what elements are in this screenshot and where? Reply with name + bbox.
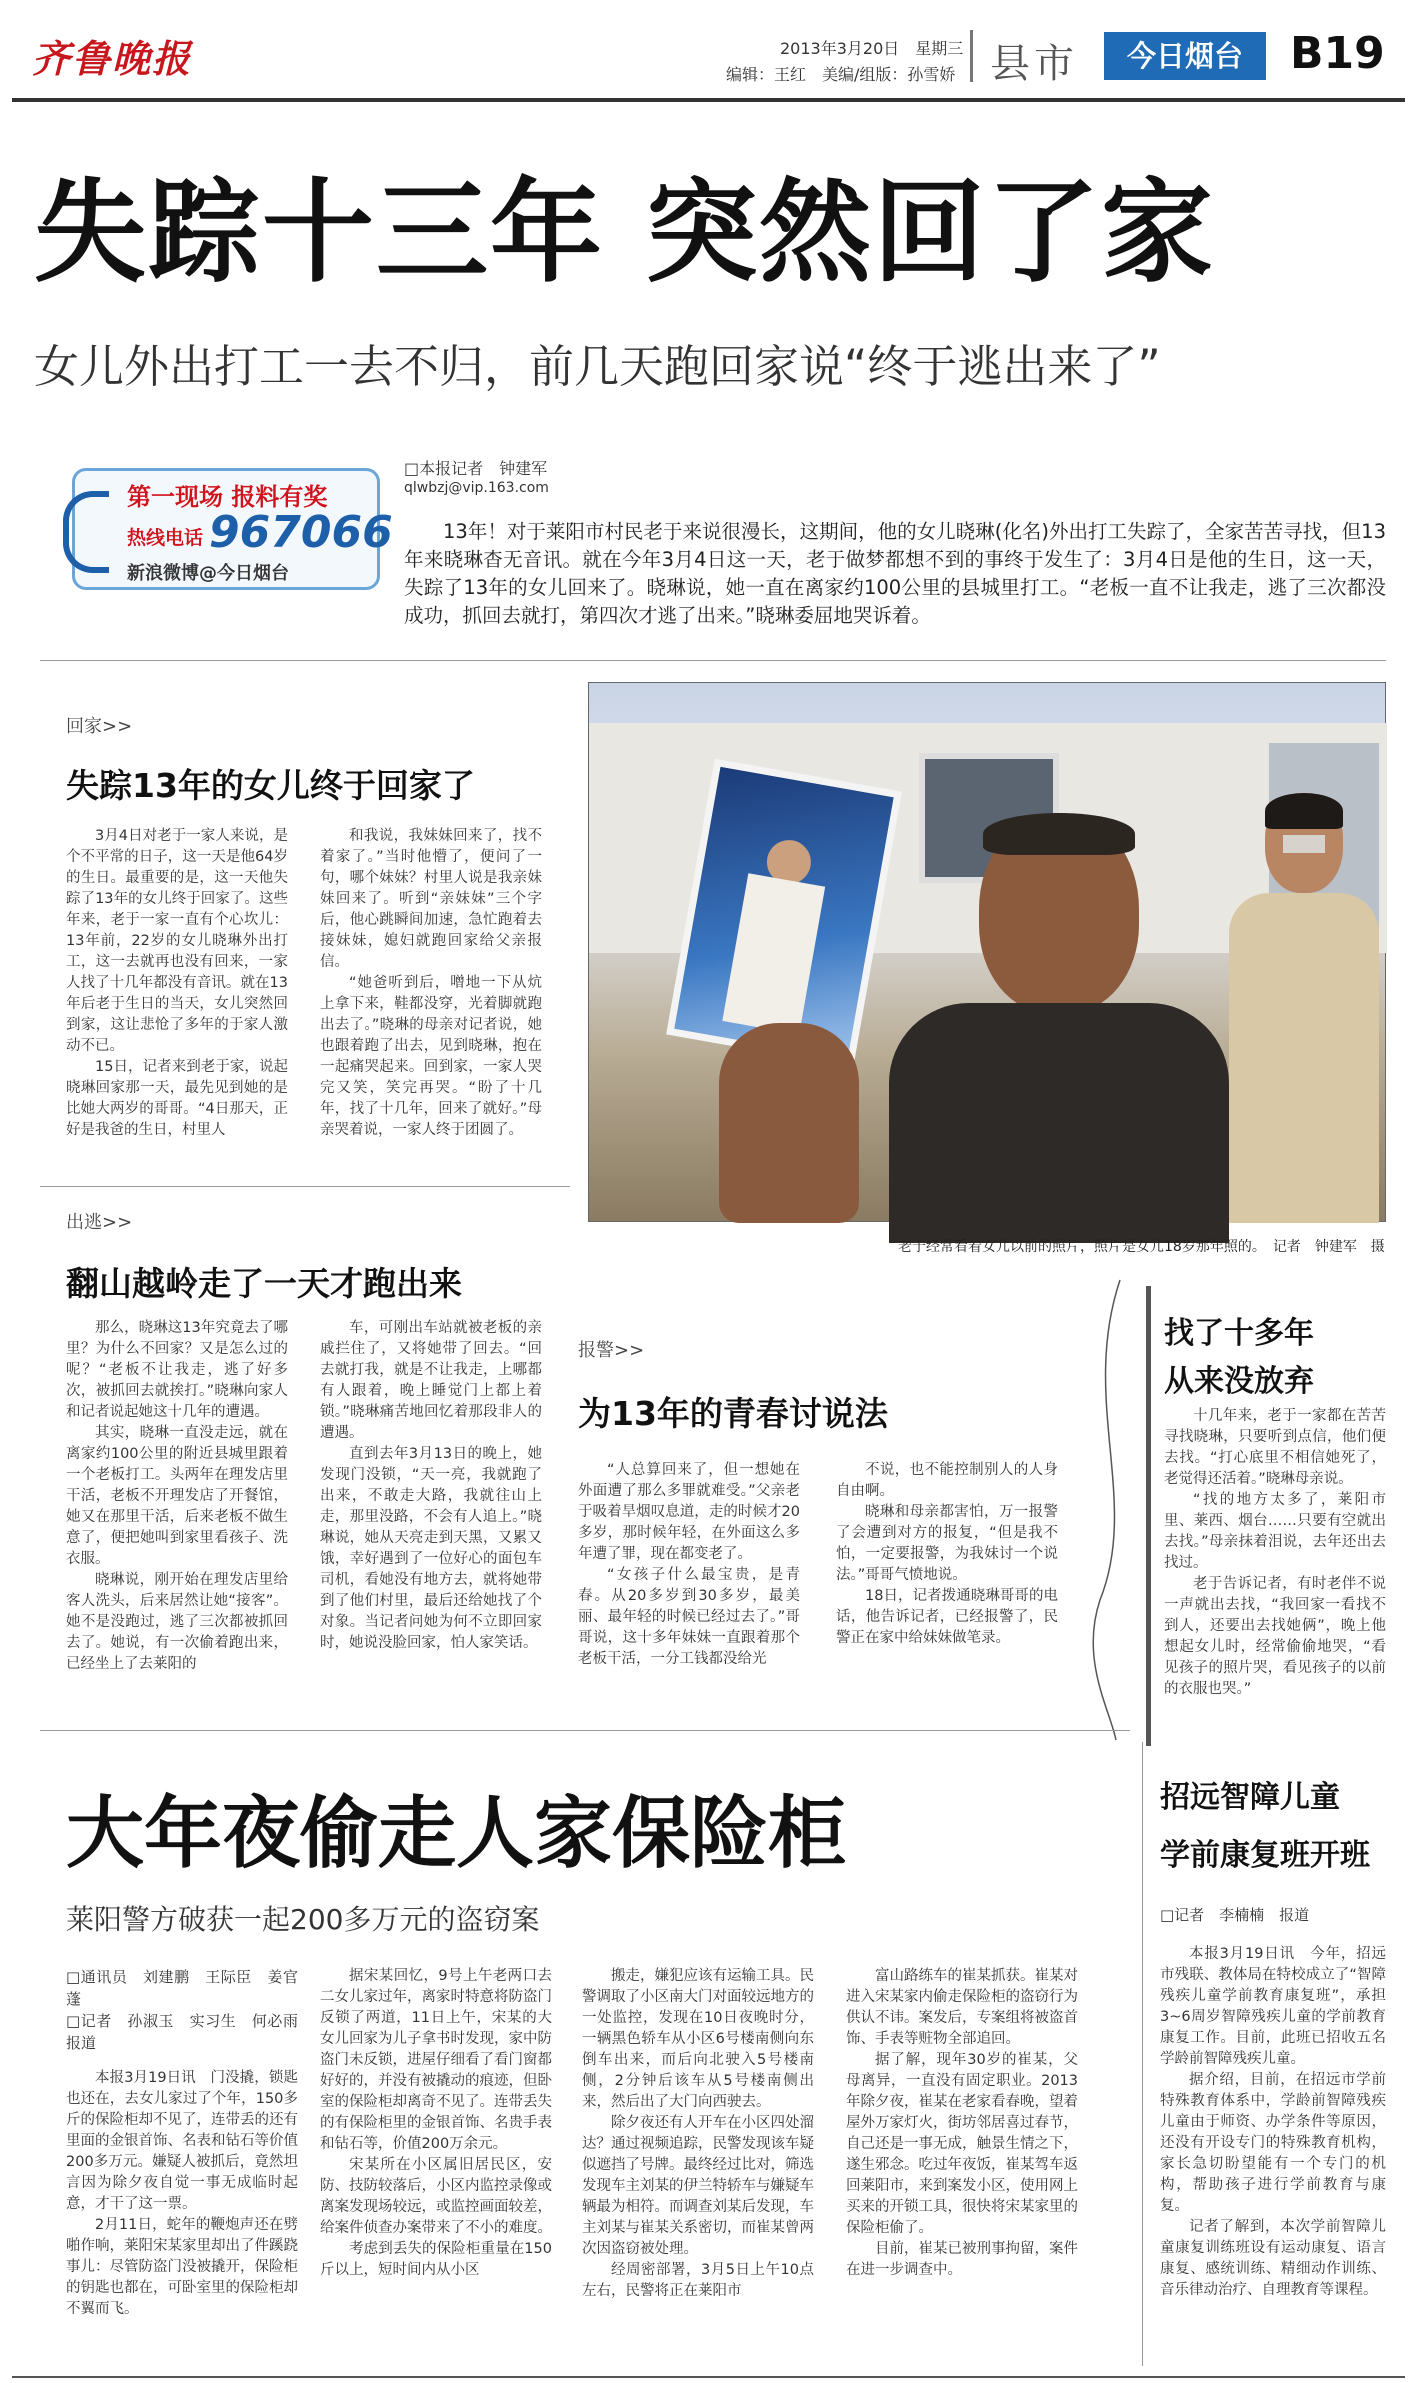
story2-col4: 富山路练车的崔某抓获。崔某对进入宋某家内偷走保险柜的盗窃行为供认不讳。案发后，专案组将被盗首饰、手表等赃物全部追回。 据了解，现年30岁的崔某，父母离异，一直没有固定职业。2013年除夕夜，崔某在老家看春晚，望着屋外万家灯火，街坊邻居喜过春节，自己还是一事无成，触景生情之下，遂生邪念。吃过年夜饭，崔某驾车返回莱阳市，来到案发小区，使用网上买来的开锁工具，很快将宋某家里的保险柜偷了。 目前，崔某已被刑事拘留，案件在进一步调查中。 xyxy=(846,1968,1078,2278)
hotline-label: 热线电话 xyxy=(127,527,204,549)
story2-headline: 大年夜偷走人家保险柜 xyxy=(66,1789,847,1879)
story3-title-1: 招远智障儿童 xyxy=(1160,1780,1340,1815)
subhead-home: 失踪13年的女儿终于回家了 xyxy=(66,766,475,805)
story3-left-rule xyxy=(1142,1742,1143,2366)
news-photo xyxy=(588,682,1386,1222)
sec3-col2: 不说，也不能控制别人的人身自由啊。 晓琳和母亲都害怕，万一报警了会遭到对方的报复，“但是我不怕，一定要报警，为我妹讨一个说法。”哥哥气愤地说。 18日，记者拨通晓琳哥哥的电话，他告诉记者，已经报警了，民警正在家中给妹妹做笔录。 xyxy=(836,1462,1058,1646)
kicker-escape: 出逃>> xyxy=(66,1212,133,1233)
phone-icon xyxy=(63,491,109,573)
story2-byline: □通讯员 刘建鹏 王际臣 姜官蓬 □记者 孙淑玉 实习生 何必雨 报道 xyxy=(66,1968,314,2052)
story2-col2: 据宋某回忆，9号上午老两口去二女儿家过年，离家时特意将防盗门反锁了两道，11日上午，宋某的大女儿回家为儿子拿书时发现，家中防盗门未反锁，进屋仔细看了看门窗都好好的，并没有被撬动的痕迹，但卧室的保险柜却离奇不见了。连带丢失的有保险柜里的金银首饰、名贵手表和钻石等，价值200万余元。 宋某所在小区属旧居民区，安防、技防较落后，小区内监控录像或离案发现场较远，或监控画面较差，给案件侦查办案带来了不小的难度。 考虑到丢失的保险柜重量在150斤以上，短时间内从小区 xyxy=(320,1968,552,2278)
sec1-rule xyxy=(40,1186,570,1187)
section-badge: 今日烟台 xyxy=(1104,32,1266,80)
main-headline: 失踪十三年 突然回了家 xyxy=(34,168,1215,298)
kicker-home: 回家>> xyxy=(66,716,133,737)
promo-title: 第一现场 报料有奖 xyxy=(127,483,328,511)
story3-body: 本报3月19日讯 今年，招远市残联、教体局在特校成立了“智障残疾儿童学前教育康复班”，承担3~6周岁智障残疾儿童的学前教育康复工作。目前，此班已招收五名学龄前智障残疾儿童。 据介绍，目前，在招远市学前特殊教育体系中，学龄前智障残疾儿童由于师资、办学条件等原因，还没有开设专门的特殊教育机构，家长急切盼望能有一个专门的机构，帮助孩子进行学前教育与康复。 记者了解到，本次学前智障儿童康复训练班设有运动康复、语言康复、感统训练、精细动作训练、音乐律动治疗、自理教育等课程。 xyxy=(1160,1946,1386,2298)
story1-email: qlwbzj@vip.163.com xyxy=(404,480,549,496)
masthead-rule xyxy=(12,98,1405,102)
sidebar-title-1: 找了十多年 xyxy=(1164,1316,1314,1351)
sec3-col1: “人总算回来了，但一想她在外面遭了那么多罪就难受。”父亲老于吸着旱烟叹息道，走的时候才20多岁，那时候年轻，在外面这么多年遭了罪，现在都变老了。 “女孩子什么最宝贵，是青春。从20多岁到30多岁，最美丽、最年轻的时候已经过去了。”哥哥说，这十多年妹妹一直跟着那个老板干活，一分工钱都没给光 xyxy=(578,1462,800,1667)
section-name: 县市 xyxy=(990,41,1078,87)
sec1-col1: 3月4日对老于一家人来说，是个不平常的日子，这一天是他64岁的生日。最重要的是，这一天他失踪了13年的女儿终于回家了。这些年来，老于一家一直有个心坎儿：13年前，22岁的女儿晓琳外出打工，这一去就再也没有回来，一家人找了十几年都没有音讯。就在13年后老于生日的当天，女儿突然回到家，这让悲怆了多年的于家人激动不已。 15日，记者来到老于家，说起晓琳回家那一天，最先见到她的是比她大两岁的哥哥。“4日那天，正好是我爸的生日，村里人 xyxy=(66,828,288,1138)
decorative-curve xyxy=(1080,1280,1150,1740)
hotline-promo xyxy=(72,468,393,590)
sec2-col2: 车，可刚出车站就被老板的亲戚拦住了，又将她带了回去。“回去就打我，就是不让我走，上哪都有人跟着，晚上睡觉门上都上着锁。”晓琳痛苦地回忆着那段非人的遭遇。 直到去年3月13日的晚上，她发现门没锁，“天一亮，我就跑了出来，不敢走大路，我就往山上走，那里没路，不会有人追上。”晓琳说，她从天亮走到天黑，又累又饿，幸好遇到了一位好心的面包车司机，看她没有地方去，就将她带到了他们村里，最后还给她找了个对象。当记者问她为何不立即回家时，她说没脸回家，怕人家笑话。 xyxy=(320,1320,542,1651)
page-frame-bottom xyxy=(12,2376,1405,2378)
weibo-handle: 新浪微博@今日烟台 xyxy=(127,563,289,584)
editor-credits: 编辑：王红 美编/组版：孙雪娇 xyxy=(726,65,956,84)
story3-title-2: 学前康复班开班 xyxy=(1160,1838,1370,1873)
masthead xyxy=(0,0,1417,100)
page-number: B19 xyxy=(1290,28,1385,79)
story3-byline: □记者 李楠楠 报道 xyxy=(1160,1906,1310,1924)
lead-rule xyxy=(40,660,1386,661)
story2-deck: 莱阳警方破获一起200多万元的盗窃案 xyxy=(66,1903,540,1936)
subhead-report: 为13年的青春讨说法 xyxy=(578,1394,888,1433)
sidebar-left-border xyxy=(1146,1286,1151,1746)
paper-logo: 齐鲁晚报 xyxy=(32,36,193,81)
subhead-escape: 翻山越岭走了一天才跑出来 xyxy=(66,1264,462,1303)
sec1-col2: 和我说，我妹妹回来了，找不着家了。”当时他懵了，便问了一句，哪个妹妹？村里人说是我亲妹妹回来了。听到“亲妹妹”三个字后，他心跳瞬间加速，急忙跑着去接妹妹，媳妇就跑回家给父亲报信。 “她爸听到后，噌地一下从炕上拿下来，鞋都没穿，光着脚就跑出去了。”晓琳的母亲对记者说，她也跟着跑了出去，见到晓琳，抱在一起痛哭起来。回到家，一家人哭完又笑，笑完再哭。“盼了十几年，找了十几年，回来了就好。”母亲哭着说，一家人终于团圆了。 xyxy=(320,828,542,1138)
photo-hand xyxy=(719,1023,859,1223)
sidebar-body: 十几年来，老于一家都在苦苦寻找晓琳，只要听到点信，他们便去找。“打心底里不相信她死了，老觉得还活着。”晓琳母亲说。 “找的地方太多了，莱阳市里、莱西、烟台……只要有空就出去找。”母亲抹着泪说，去年还出去找过。 老于告诉记者，有时老伴不说一声就出去找，“我回家一看找不到人，还要出去找她俩”，晚上他想起女儿时，经常偷偷地哭，“看见孩子的照片哭，看见孩子的以前的衣服也哭。” xyxy=(1164,1408,1386,1697)
photo-man xyxy=(889,813,1229,1233)
story1-byline: □本报记者 钟建军 xyxy=(404,459,548,478)
main-deck: 女儿外出打工一去不归，前几天跑回家说“终于逃出来了” xyxy=(34,340,1161,393)
masthead-divider xyxy=(970,30,973,82)
story-divider xyxy=(40,1730,1130,1731)
photo-woman xyxy=(1229,793,1379,1223)
sidebar-title-2: 从来没放弃 xyxy=(1164,1364,1314,1399)
kicker-report: 报警>> xyxy=(578,1340,645,1361)
sec2-col1: 那么，晓琳这13年究竟去了哪里？为什么不回家？又是怎么过的呢？“老板不让我走，逃了好多次，被抓回去就挨打。”晓琳向家人和记者说起她这十几年的遭遇。 其实，晓琳一直没走远，就在离家约100公里的附近县城里跟着一个老板打工。头两年在理发店里干活，老板不开理发店了开餐馆，她又在那里干活，后来老板不做生意了，便把她叫到家里看孩子、洗衣服。 晓琳说，刚开始在理发店里给客人洗头，后来居然让她“接客”。她不是没跑过，逃了三次都被抓回去了。她说，有一次偷着跑出来，已经坐上了去莱阳的 xyxy=(66,1320,288,1672)
photo-caption: 老于经常看着女儿以前的照片，照片是女儿18岁那年照的。 记者 钟建军 摄 xyxy=(898,1239,1385,1255)
issue-date: 2013年3月20日 星期三 xyxy=(780,39,964,58)
story1-lead: 13年！对于莱阳市村民老于来说很漫长，这期间，他的女儿晓琳(化名)外出打工失踪了，全家苦苦寻找，但13年来晓琳杳无音讯。就在今年3月4日这一天，老于做梦都想不到的事终于发生了：3月4日是他的生日，这一天，失踪了13年的女儿回来了。晓琳说，她一直在离家约100公里的县城里打工。“老板一直不让我走，逃了三次都没成功，抓回去就打，第四次才逃了出来。”晓琳委屈地哭诉着。 xyxy=(404,520,1386,627)
hotline-number: 967066 xyxy=(209,507,393,558)
story2-col3: 搬走，嫌犯应该有运输工具。民警调取了小区南大门对面较远地方的一处监控，发现在10日夜晚时分，一辆黑色轿车从小区6号楼南侧向东倒车出来，而后向北驶入5号楼南侧，2分钟后该车从5号楼南侧出来，然后出了大门向西驶去。 除夕夜还有人开车在小区四处溜达？通过视频追踪，民警发现该车疑似遮挡了号牌。最终经过比对，筛选发现车主刘某的伊兰特轿车与嫌疑车辆最为相符。而调查刘某后发现，车主刘某与崔某关系密切，而崔某曾两次因盗窃被处理。 经周密部署，3月5日上午10点左右，民警将正在莱阳市 xyxy=(582,1968,814,2299)
story2-col1: 本报3月19日讯 门没撬，锁匙也还在，去女儿家过了个年，150多斤的保险柜却不见了，连带丢的还有里面的金银首饰、名表和钻石等价值200多万元。嫌疑人被抓后，竟然坦言因为除夕夜自觉一事无成临时起意，才干了这一票。 2月11日，蛇年的鞭炮声还在劈啪作响，莱阳宋某家里却出了件蹊跷事儿：尽管防盗门没被撬开，保险柜的钥匙也都在，可卧室里的保险柜却不翼而飞。 xyxy=(66,2070,298,2317)
